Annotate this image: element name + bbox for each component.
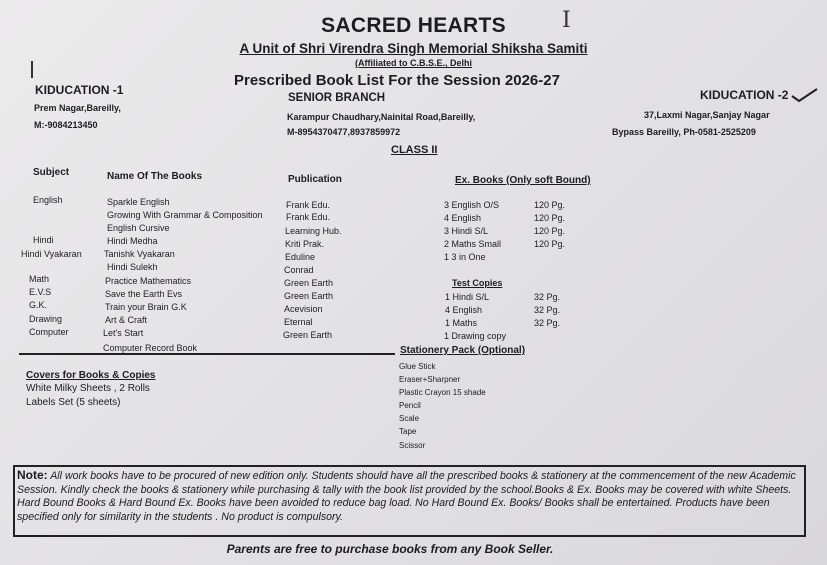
test-copies-title: Test Copies <box>452 278 503 288</box>
stationery-item: Tape <box>399 427 417 436</box>
test-copy-pages: 32 Pg. <box>534 292 561 302</box>
subject-cell: Drawing <box>29 314 63 324</box>
test-copy-item: 1 Drawing copy <box>444 331 507 341</box>
note-label: Note: <box>17 468 48 482</box>
publication-cell: Frank Edu. <box>286 212 331 222</box>
stationery-item: Scissor <box>399 441 426 450</box>
note-body: All work books have to be procured of new edition only. Students should have all the prescribed books & stationery at the commencement of the new Academic Session. Kindly check the books & stationery while purchasing & tally with the book list provided by the school.Books & Ex. Books may be covered with white Sheets. Hard Bound Books & Hard Bound Ex. Books have been avoided to reduce bag load. No Hard Bound Ex. Books/ Books shall be entertained. Products have been specified only for similarity in the students . No product is compulsory. <box>17 470 796 523</box>
test-copy-pages: 32 Pg. <box>534 305 561 315</box>
covers-title: Covers for Books & Copies <box>26 370 156 381</box>
subject-cell: E.V.S <box>29 287 52 297</box>
stationery-title: Stationery Pack (Optional) <box>400 345 526 356</box>
footer-text: Parents are free to purchase books from any Book Seller. <box>226 542 554 556</box>
book-name: Tanishk Vyakaran <box>104 249 175 259</box>
book-name: Sparkle English <box>107 197 170 207</box>
test-copy-item: 4 English <box>445 305 483 315</box>
branch-center-name: SENIOR BRANCH <box>288 92 386 104</box>
ex-book-pages: 120 Pg. <box>534 239 566 249</box>
school-name: SACRED HEARTS <box>321 14 506 37</box>
branch-right-address: 37,Laxmi Nagar,Sanjay Nagar <box>644 110 770 120</box>
publication-cell: Kriti Prak. <box>285 239 325 249</box>
book-name: Practice Mathematics <box>105 276 192 286</box>
subject-cell: English <box>33 195 63 205</box>
branch-left-phone: M:-9084213450 <box>34 120 98 130</box>
col-publication: Publication <box>288 174 342 185</box>
note-text <box>17 469 797 524</box>
publication-cell: Eternal <box>284 317 313 327</box>
publication-cell: Green Earth <box>283 330 333 340</box>
branch-center-phone: M-8954370477,8937859972 <box>287 127 401 137</box>
branch-center-address: Karampur Chaudhary,Nainital Road,Bareilly, <box>287 112 476 122</box>
branch-right-name: KIDUCATION -2 <box>700 88 789 102</box>
ex-book-item: 1 3 in One <box>444 252 486 262</box>
subject-cell: G.K. <box>29 300 48 310</box>
pen-stroke <box>31 61 33 78</box>
subject-cell: Computer <box>29 327 69 337</box>
stationery-item: Scale <box>399 414 420 423</box>
subject-cell: Hindi Vyakaran <box>21 249 82 259</box>
branch-left-address: Prem Nagar,Bareilly, <box>34 103 121 113</box>
stationery-item: Plastic Crayon 15 shade <box>399 388 486 397</box>
test-copy-item: 1 Maths <box>445 318 478 328</box>
publication-cell: Green Earth <box>284 278 334 288</box>
publication-cell: Frank Edu. <box>286 200 331 210</box>
book-name: English Cursive <box>107 223 170 233</box>
col-subject: Subject <box>33 167 70 178</box>
affiliation-line: (Affiliated to C.B.S.E., Delhi <box>354 58 472 68</box>
section-divider <box>19 353 395 355</box>
book-name: Art & Craft <box>105 315 148 325</box>
test-copy-pages: 32 Pg. <box>534 318 561 328</box>
ex-book-item: 2 Maths Small <box>444 239 502 249</box>
class-title: CLASS II <box>391 144 438 156</box>
publication-cell: Acevision <box>284 304 323 314</box>
publication-cell: Green Earth <box>284 291 334 301</box>
subject-cell: Math <box>29 274 50 284</box>
stationery-item: Pencil <box>399 401 421 410</box>
book-name: Save the Earth Evs <box>105 289 183 299</box>
ex-book-item: 3 Hindi S/L <box>444 226 489 236</box>
book-name: Train your Brain G.K <box>105 302 187 312</box>
unit-line: A Unit of Shri Virendra Singh Memorial Shiksha Samiti <box>239 41 588 56</box>
col-ex-books: Ex. Books (Only soft Bound) <box>455 175 591 186</box>
ex-book-item: 4 English <box>444 213 482 223</box>
ex-book-pages: 120 Pg. <box>534 200 566 210</box>
ex-book-pages: 120 Pg. <box>534 213 566 223</box>
covers-line-1: White Milky Sheets , 2 Rolls <box>26 383 150 394</box>
covers-line-2: Labels Set (5 sheets) <box>26 397 121 408</box>
book-name: Computer Record Book <box>103 343 198 353</box>
checkmark-icon <box>790 86 820 104</box>
book-name: Growing With Grammar & Composition <box>107 210 263 220</box>
col-books: Name Of The Books <box>107 171 203 182</box>
book-name: Let's Start <box>103 328 144 338</box>
handwritten-mark: I <box>562 8 571 33</box>
test-copy-item: 1 Hindi S/L <box>445 292 490 302</box>
book-name: Hindi Sulekh <box>107 262 158 272</box>
publication-cell: Eduline <box>285 252 316 262</box>
stationery-item: Eraser+Sharpner <box>399 375 461 384</box>
ex-book-item: 3 English O/S <box>444 200 500 210</box>
publication-cell: Learning Hub. <box>285 226 342 236</box>
subject-cell: Hindi <box>33 235 54 245</box>
booklist-title: Prescribed Book List For the Session 2026-27 <box>234 72 560 89</box>
branch-right-phone: Bypass Bareilly, Ph-0581-2525209 <box>612 127 756 137</box>
branch-left-name: KIDUCATION -1 <box>35 83 124 97</box>
stationery-item: Glue Stick <box>399 362 436 371</box>
book-name: Hindi Medha <box>107 236 158 246</box>
ex-book-pages: 120 Pg. <box>534 226 566 236</box>
publication-cell: Conrad <box>284 265 314 275</box>
